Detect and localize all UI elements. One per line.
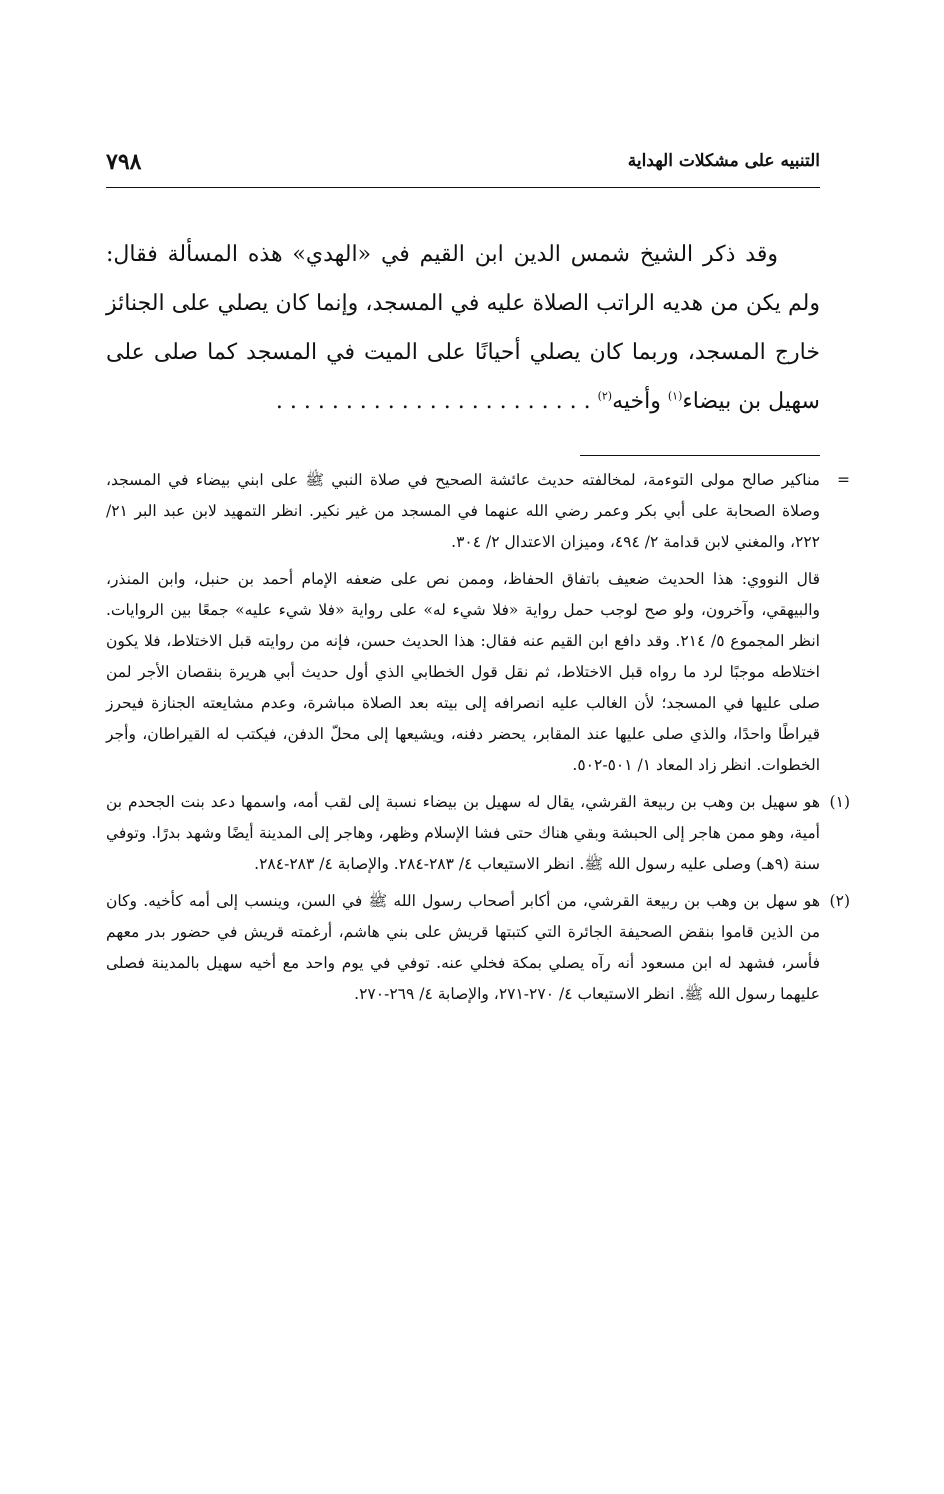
footnote-2 xyxy=(106,886,850,1010)
footnote-ref-2: (٢) xyxy=(597,389,613,403)
main-text-dots: . . . . . . . . . . . . . . . . . . . . . . . xyxy=(275,389,598,414)
page-number: ٧٩٨ xyxy=(106,149,142,175)
footnotes xyxy=(106,465,850,1010)
book-title: التنبيه على مشكلات الهداية xyxy=(627,151,820,171)
main-paragraph xyxy=(106,230,820,426)
continuation-paragraph-2: قال النووي: هذا الحديث ضعيف باتفاق الحفاظ، وممن نص على ضعفه الإمام أحمد بن حنبل، وابن المنذر، والبيهقي، وآخرون، ولو صح لوجب حمل رواية «فلا شيء له» على رواية «فلا شيء عليه» جمعًا بين الروايات. انظر المجموع ٥/ ٢١٤. وقد دافع ابن القيم عنه فقال: هذا الحديث حسن، فإنه من روايته قبل الاختلاط، فلا يكون اختلاطه موجبًا لرد ما رواه قبل الاختلاط، ثم نقل قول الخطابي الذي أول حديث أبي هريرة بنقصان الأجر لمن صلى عليها في المسجد؛ لأن الغالب عليه انصرافه إلى بيته بعد الصلاة مباشرة، وعدم مشايعته الجنازة فيحرز قيراطًا واحدًا، والذي صلى عليها عند المقابر، يحضر دفنه، ويشيعها إلى محلّ الدفن، فيكتب له القيراطان، وأجر الخطوات. انظر زاد المعاد ١/ ٥٠١-٥٠٢. xyxy=(106,570,820,774)
footnote-1-marker: (١) xyxy=(829,793,850,811)
continuation-paragraph-1: مناكير صالح مولى التوءمة، لمخالفته حديث عائشة الصحيح في صلاة النبي ﷺ على ابني بيضاء في المسجد، وصلاة الصحابة على أبي بكر وعمر رضي الله عنهما في المسجد من غير نكير. انظر التمهيد لابن عبد البر ٢١/ ٢٢٢، والمغني لابن قدامة ٢/ ٤٩٤، وميزان الاعتدال ٢/ ٣٠٤. xyxy=(106,471,820,551)
footnote-ref-1: (١) xyxy=(667,389,683,403)
footnote-1 xyxy=(106,787,850,880)
page-header xyxy=(106,145,820,188)
footnote-continuation xyxy=(106,465,850,781)
footnote-2-text: هو سهل بن وهب بن ربيعة القرشي، من أكابر أصحاب رسول الله ﷺ في السن، وينسب إلى أمه كأخيه. وكان من الذين قاموا بنقض الصحيفة الجائرة التي كتبتها قريش على بني هاشم، أرغمته قريش في حضور بدر معهم فأسر، فشهد له ابن مسعود أنه رآه يصلي بمكة فخلي عنه. توفي في يوم واحد مع أخيه سهيل بالمدينة فصلى عليهما رسول الله ﷺ. انظر الاستيعاب ٤/ ٢٧٠-٢٧١، والإصابة ٤/ ٢٦٩-٢٧٠. xyxy=(106,892,820,1003)
main-text-part-1: وقد ذكر الشيخ شمس الدين ابن القيم في «الهدي» هذه المسألة فقال: ولم يكن من هديه الراتب الصلاة عليه في المسجد، وإنما كان يصلي على الجنائز خارج المسجد، وربما كان يصلي أحيانًا على الميت في المسجد كما صلى على سهيل بن بيضاء xyxy=(106,242,820,414)
footnote-1-text: هو سهيل بن وهب بن ربيعة القرشي، يقال له سهيل بن بيضاء نسبة إلى لقب أمه، واسمها دعد بنت الجحدم بن أمية، وهو ممن هاجر إلى الحبشة وبقي هناك حتى فشا الإسلام وظهر، وهاجر إلى المدينة أيضًا وشهد بدرًا. وتوفي سنة (٩هـ) وصلى عليه رسول الله ﷺ. انظر الاستيعاب ٤/ ٢٨٣-٢٨٤. والإصابة ٤/ ٢٨٣-٢٨٤. xyxy=(106,793,820,873)
footnote-divider xyxy=(580,455,820,456)
footnote-2-marker: (٢) xyxy=(829,892,850,910)
continuation-marker: = xyxy=(837,471,850,489)
main-text-part-2: وأخيه xyxy=(612,389,668,414)
main-text xyxy=(106,230,820,426)
